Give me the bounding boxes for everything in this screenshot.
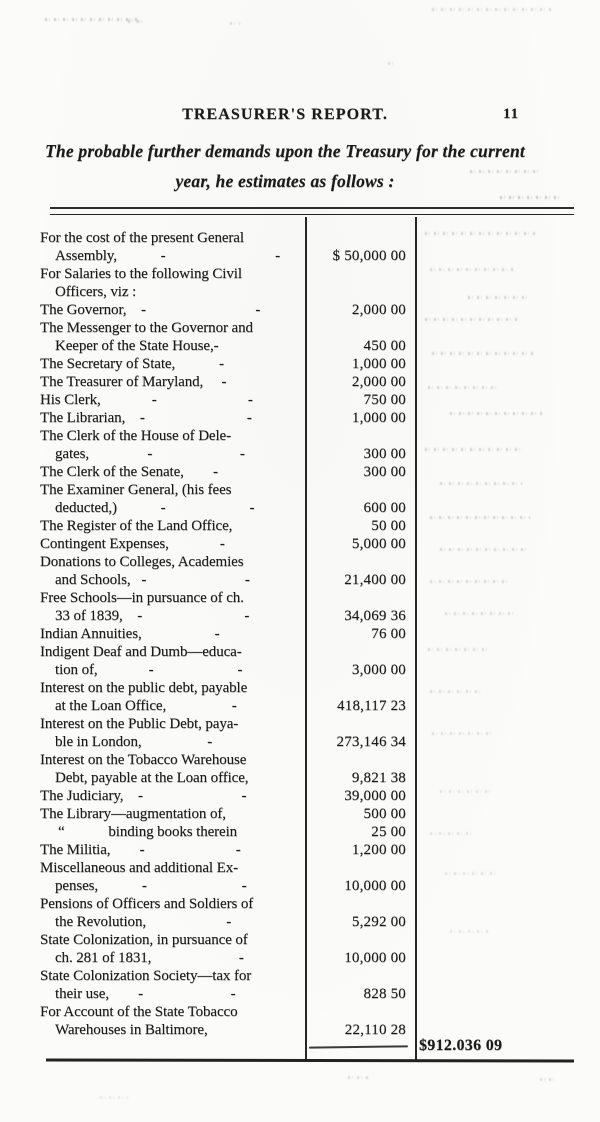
item-text-line: For the cost of the present General [40,230,244,246]
table-row [40,427,420,463]
noise-mark [445,872,495,875]
item-text-line: Donations to Colleges, Academies [40,554,244,570]
table-row [40,643,420,679]
item-text-line: and Schools, - - [55,572,250,588]
item-text-line: The Register of the Land Office, [40,518,233,534]
item-description [40,895,306,931]
bottom-rule [46,1059,574,1063]
item-amount: $ 50,000 00 [332,248,406,264]
item-amount: 273,146 34 [336,734,406,750]
noise-mark [432,732,492,735]
noise-mark [440,548,530,551]
noise-mark [428,386,500,389]
item-text-line: The Examiner General, (his fees [40,482,232,498]
item-amount: 9,821 38 [351,770,406,786]
item-description [40,679,306,715]
item-amount: 22,110 28 [344,1022,406,1038]
item-amount: 750 00 [363,392,406,408]
item-description [40,643,306,679]
item-text-line: His Clerk, - - [40,392,253,408]
noise-mark [500,196,560,199]
noise-mark [425,232,537,235]
item-description [40,967,306,1003]
item-description [40,229,306,265]
item-amount: 10,000 00 [344,950,406,966]
item-amount: 50 00 [371,518,406,534]
noise-mark [430,690,482,693]
item-description [40,859,306,895]
item-text-line: tion of, - - [55,662,243,678]
item-description [40,355,306,373]
item-text-line: Assembly, - - [55,248,280,264]
item-text-line: Warehouses in Baltimore, [55,1022,208,1038]
item-description [40,1003,306,1039]
table-row [40,787,420,805]
table-row [40,715,420,751]
item-amount: 5,000 00 [351,536,406,552]
item-text-line: The Governor, - - [40,302,261,318]
item-text-line: State Colonization, in pursuance of [40,932,248,948]
item-text-line: Pensions of Officers and Soldiers of [40,896,254,912]
table-row [40,265,420,301]
item-text-line: For Salaries to the following Civil [40,266,242,282]
item-text-line: 33 of 1839, - - [55,608,250,624]
item-text-line: gates, - - [55,446,245,462]
item-text-line: Free Schools—in pursuance of ch. [40,590,244,606]
item-description [40,265,306,301]
item-text-line: deducted,) - - [55,500,255,516]
item-amount: 2,000 00 [351,302,406,318]
item-text-line: The Library—augmentation of, [40,806,226,822]
noise-mark [388,62,396,65]
table-row [40,229,420,265]
item-amount: 2,000 00 [351,374,406,390]
item-description [40,319,306,355]
noise-mark [440,790,490,793]
item-text-line: the Revolution, - [55,914,232,930]
item-description [40,931,306,967]
table-row [40,859,420,895]
item-text-line: ch. 281 of 1831, - [55,950,244,966]
noise-mark [430,516,530,519]
noise-mark [430,832,472,835]
noise-mark [440,482,522,485]
item-description [40,373,306,391]
table-row [40,463,420,481]
item-text-line: The Librarian, - - [40,410,252,426]
item-text-line: Officers, viz : [55,284,137,300]
item-description [40,553,306,589]
item-text-line: Interest on the Tobacco Warehouse [40,752,247,768]
item-description [40,535,306,553]
table-row [40,589,420,625]
table-row [40,751,420,787]
noise-mark [100,1096,128,1099]
item-description [40,391,306,409]
subtitle-line-2: year, he estimates as follows : [175,171,395,191]
item-text-line: Debt, payable at the Loan office, [55,770,249,786]
item-text-line: The Secretary of State, - [40,356,224,372]
grand-total: $912.036 09 [419,1037,503,1054]
item-description [40,517,306,535]
page-number: 11 [503,106,520,122]
table-row [40,895,420,931]
table-row [40,535,420,553]
item-amount: 600 00 [363,500,406,516]
item-amount: 1,000 00 [351,356,406,372]
noise-mark [428,648,490,651]
table-row [40,823,420,841]
noise-mark [230,22,240,25]
item-text-line: Keeper of the State House,- [55,338,219,354]
noise-mark [128,20,142,23]
item-amount: 500 00 [363,806,406,822]
item-amount: 76 00 [371,626,406,642]
item-description [40,427,306,463]
noise-mark [432,352,534,355]
item-description [40,715,306,751]
item-description [40,463,306,481]
item-text-line: at the Loan Office, - [55,698,237,714]
item-description [40,409,306,427]
item-amount: 300 00 [363,464,406,480]
table-rows [40,229,420,1039]
item-text-line: Indigent Deaf and Dumb—educa- [40,644,242,660]
item-text-line: For Account of the State Tobacco [40,1004,238,1020]
item-amount: 3,000 00 [351,662,406,678]
table-row [40,967,420,1003]
double-rule [50,207,574,215]
table-row [40,517,420,535]
table-row [40,355,420,373]
item-amount: 828 50 [363,986,406,1002]
item-description [40,841,306,859]
noise-mark [468,296,530,299]
item-text-line: State Colonization Society—tax for [40,968,252,984]
item-text-line: Indian Annuities, - [40,626,220,642]
item-description [40,301,306,319]
item-amount: 34,069 36 [344,608,406,624]
item-amount: 21,400 00 [344,572,406,588]
item-text-line: The Treasurer of Maryland, - [40,374,227,390]
table-row [40,841,420,859]
item-text-line: penses, - - [55,878,247,894]
table-row [40,1003,420,1039]
item-description [40,805,306,823]
item-amount: 1,000 00 [351,410,406,426]
table-row [40,805,420,823]
item-amount: 5,292 00 [351,914,406,930]
item-description [40,589,306,625]
noise-mark [445,612,517,615]
item-amount: 39,000 00 [344,788,406,804]
noise-mark [450,930,490,933]
item-description [40,625,306,643]
noise-mark [430,268,514,271]
page-title: TREASURER'S REPORT. [182,106,388,123]
item-text-line: Contingent Expenses, - [40,536,225,552]
table-row [40,391,420,409]
subtitle-line-1: The probable further demands upon the Treasury for the current [45,141,525,161]
item-amount: 450 00 [363,338,406,354]
item-text-line: ble in London, - [55,734,213,750]
item-text-line: Miscellaneous and additional Ex- [40,860,238,876]
table-row [40,373,420,391]
item-text-line: Interest on the Public Debt, paya- [40,716,239,732]
item-amount: 25 00 [371,824,406,840]
item-text-line: The Clerk of the Senate, - [40,464,218,480]
table-row [40,553,420,589]
item-text-line: The Messenger to the Governor and [40,320,253,336]
noise-mark [45,18,137,21]
item-description [40,481,306,517]
table-row [40,679,420,715]
table-row [40,301,420,319]
noise-mark [425,448,521,451]
item-amount: 10,000 00 [344,878,406,894]
item-description [40,823,306,841]
table-row [40,409,420,427]
noise-mark [540,1078,556,1081]
noise-mark [430,580,510,583]
item-amount: 418,117 23 [337,698,406,714]
table-row [40,481,420,517]
item-text-line: The Militia, - - [40,842,241,858]
item-description [40,787,306,805]
item-text-line: their use, - - [55,986,236,1002]
item-description [40,751,306,787]
item-amount: 300 00 [363,446,406,462]
noise-mark [348,1076,368,1079]
demands-table [40,229,420,1039]
noise-mark [425,318,519,321]
noise-mark [432,8,552,11]
item-text-line: Interest on the public debt, payable [40,680,248,696]
item-text-line: The Clerk of the House of Dele- [40,428,231,444]
item-text-line: “ binding books therein [58,824,238,840]
table-row [40,625,420,643]
amount-column-end-rule [309,1045,408,1049]
item-amount: 1,200 00 [351,842,406,858]
noise-mark [450,412,542,415]
table-row [40,319,420,355]
table-row [40,931,420,967]
item-text-line: The Judiciary, - - [40,788,247,804]
